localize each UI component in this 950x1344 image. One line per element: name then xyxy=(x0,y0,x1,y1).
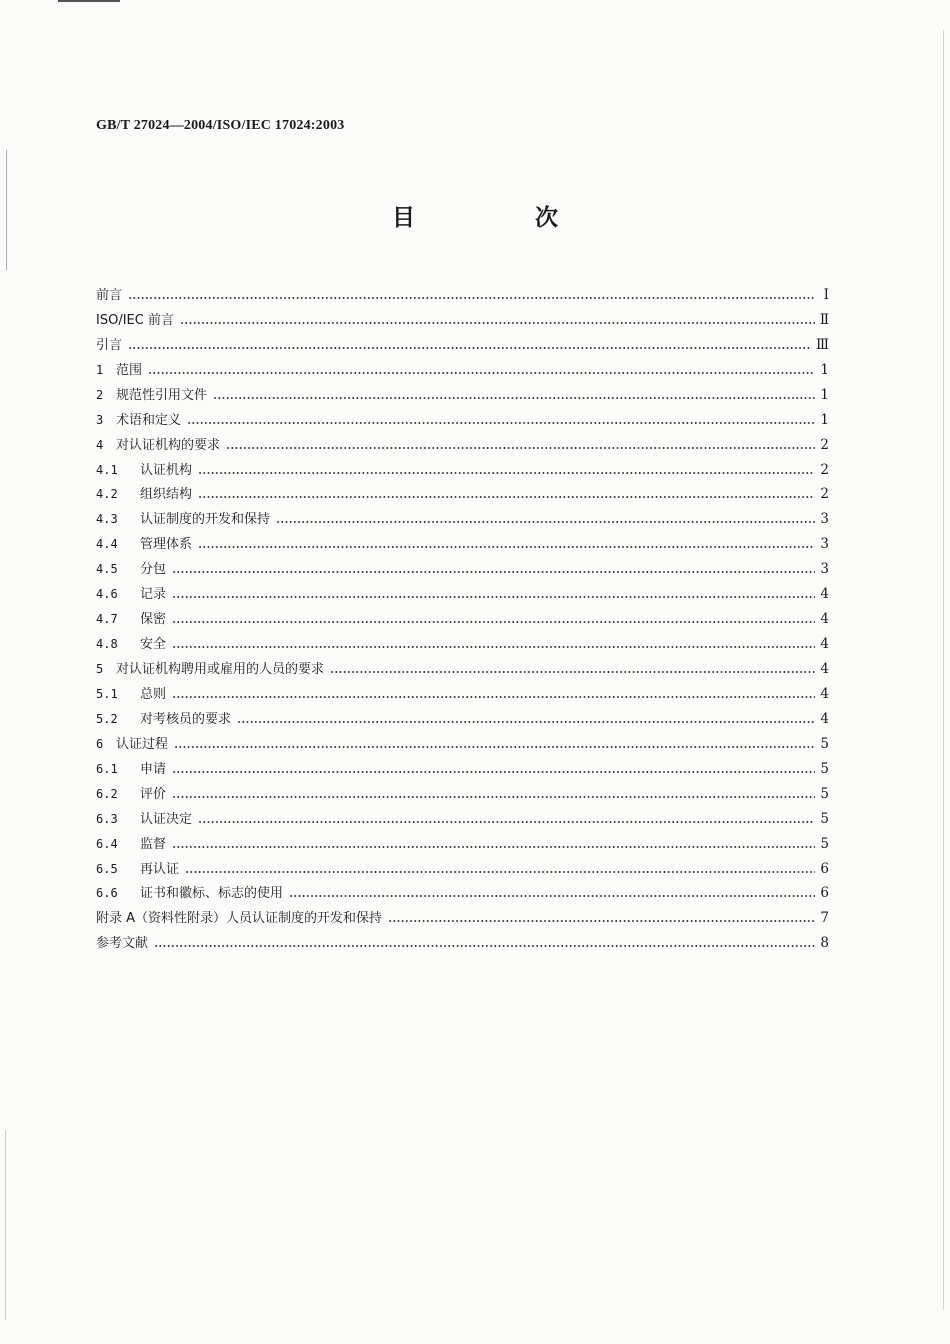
toc-entry-page: Ⅰ xyxy=(823,286,829,303)
toc-entry-label xyxy=(96,783,166,802)
toc-entry-number: 1 xyxy=(96,362,104,377)
toc-entry-page: 3 xyxy=(820,536,829,553)
toc-entry-title: 认证机构 xyxy=(140,462,193,478)
toc-entry[interactable] xyxy=(96,752,829,777)
toc-entry-label xyxy=(96,882,283,901)
toc-entry-title: 术语和定义 xyxy=(116,412,182,428)
toc-entry[interactable] xyxy=(96,403,829,428)
dot-leader xyxy=(226,447,815,449)
dot-leader xyxy=(128,297,815,299)
toc-entry-title: ISO/IEC 前言 xyxy=(96,312,174,328)
toc-entry[interactable] xyxy=(96,877,829,902)
toc-entry-number: 6.6 xyxy=(96,886,118,901)
toc-entry-page: 5 xyxy=(820,735,829,752)
dot-leader xyxy=(198,496,815,498)
toc-entry-number: 5.2 xyxy=(96,711,118,726)
toc-entry-number: 4.2 xyxy=(96,487,118,502)
dot-leader xyxy=(180,322,815,324)
toc-entry[interactable] xyxy=(96,802,829,827)
toc-entry-label xyxy=(96,858,179,877)
toc-entry-title: 再认证 xyxy=(140,861,180,877)
toc-entry-page: 6 xyxy=(820,860,829,877)
toc-entry-label xyxy=(96,409,181,428)
toc-entry-page: 4 xyxy=(820,586,829,603)
toc-entry-number: 4.5 xyxy=(96,562,118,577)
toc-entry-number: 4.4 xyxy=(96,537,118,552)
toc-entry-number: 6.5 xyxy=(96,861,118,876)
toc-entry-page: 3 xyxy=(820,561,829,578)
toc-entry[interactable] xyxy=(96,901,829,926)
dot-leader xyxy=(172,621,815,623)
toc-entry[interactable] xyxy=(96,478,829,503)
toc-entry-label xyxy=(96,932,148,951)
dot-leader xyxy=(213,397,815,399)
toc-entry-number: 6.2 xyxy=(96,786,118,801)
dot-leader xyxy=(187,422,815,424)
scan-artifact-top xyxy=(58,0,120,2)
toc-entry-title: 对考核员的要求 xyxy=(140,711,232,727)
toc-entry-number: 4 xyxy=(96,437,104,452)
toc-entry-number: 4.3 xyxy=(96,512,118,527)
toc-entry[interactable] xyxy=(96,303,829,328)
toc-entry-number: 4.6 xyxy=(96,587,118,602)
toc-entry[interactable] xyxy=(96,827,829,852)
toc-entry-title: 认证制度的开发和保持 xyxy=(140,512,271,528)
dot-leader xyxy=(172,696,815,698)
dot-leader xyxy=(172,796,815,798)
dot-leader xyxy=(237,721,815,723)
toc-entry-label xyxy=(96,434,220,453)
toc-entry[interactable] xyxy=(96,602,829,627)
toc-entry[interactable] xyxy=(96,577,829,602)
dot-leader xyxy=(198,546,815,548)
standard-identifier: GB/T 27024—2004/ISO/IEC 17024:2003 xyxy=(96,118,345,133)
dot-leader xyxy=(330,671,815,673)
toc-entry-page: 7 xyxy=(820,910,829,927)
toc-entry-label xyxy=(96,608,166,627)
toc-entry-title: 评价 xyxy=(140,786,167,802)
toc-entry-title: 证书和徽标、标志的使用 xyxy=(140,886,284,902)
toc-entry-title: 安全 xyxy=(140,637,167,653)
toc-entry[interactable] xyxy=(96,727,829,752)
toc-entry-label xyxy=(96,633,166,652)
toc-entry[interactable] xyxy=(96,378,829,403)
toc-entry-label xyxy=(96,733,168,752)
toc-entry[interactable] xyxy=(96,677,829,702)
toc-entry[interactable] xyxy=(96,627,829,652)
toc-entry[interactable] xyxy=(96,702,829,727)
toc-title: 目 次 xyxy=(391,205,614,231)
dot-leader xyxy=(172,571,815,573)
toc-entry-title: 监督 xyxy=(140,836,167,852)
toc-entry-page: 2 xyxy=(820,436,829,453)
toc-entry-page: 2 xyxy=(820,486,829,503)
dot-leader xyxy=(185,871,815,873)
toc-entry-title: 组织结构 xyxy=(140,487,193,503)
toc-entry-label xyxy=(96,658,324,677)
toc-entry-label xyxy=(96,558,166,577)
toc-entry-number: 4.8 xyxy=(96,637,118,652)
toc-entry-title: 总则 xyxy=(140,686,167,702)
toc-entry-label xyxy=(96,508,270,527)
toc-entry-title: 认证决定 xyxy=(140,811,193,827)
toc-entry-title: 范围 xyxy=(116,362,143,378)
toc-entry-label xyxy=(96,359,142,378)
toc-entry-title: 保密 xyxy=(140,612,167,628)
toc-entry-label xyxy=(96,683,166,702)
toc-entry-page: 5 xyxy=(820,810,829,827)
toc-entry-title: 管理体系 xyxy=(140,537,193,553)
toc-entry-number: 5 xyxy=(96,662,104,676)
toc-entry-page: 4 xyxy=(820,661,829,677)
dot-leader xyxy=(148,372,815,374)
toc-entry-label xyxy=(96,384,207,403)
dot-leader xyxy=(172,771,815,773)
toc-entry[interactable] xyxy=(96,278,829,303)
toc-entry-page: Ⅱ xyxy=(819,311,829,328)
toc-entry-number: 2 xyxy=(96,387,104,402)
dot-leader xyxy=(388,920,815,922)
toc-entry-label xyxy=(96,334,122,353)
toc-entry-number: 6.3 xyxy=(96,811,118,826)
dot-leader xyxy=(276,521,815,523)
toc-entry-page: 1 xyxy=(820,386,829,403)
dot-leader xyxy=(172,646,815,648)
toc-entry[interactable] xyxy=(96,777,829,802)
toc-entry-title: 申请 xyxy=(140,761,167,777)
toc-entry-page: Ⅲ xyxy=(815,336,829,353)
toc-entry-label xyxy=(96,483,192,502)
toc-entry[interactable] xyxy=(96,328,829,353)
toc-entry-page: 5 xyxy=(820,835,829,852)
toc-entry-page: 4 xyxy=(820,685,829,702)
toc-entry[interactable] xyxy=(96,453,829,478)
toc-entry-number: 3 xyxy=(96,412,104,427)
toc-entry-number: 4.7 xyxy=(96,612,118,627)
toc-entry-number: 5.1 xyxy=(96,686,118,701)
toc-entry-title: 对认证机构的要求 xyxy=(116,437,221,453)
dot-leader xyxy=(198,821,815,823)
toc-entry-label xyxy=(96,459,192,478)
dot-leader xyxy=(172,596,815,598)
toc-entry-number: 4.1 xyxy=(96,462,118,477)
toc-entry-label xyxy=(96,758,166,777)
toc-entry-page: 1 xyxy=(820,411,829,428)
toc-entry-title: 规范性引用文件 xyxy=(116,387,208,403)
toc-entry-title: 前言 xyxy=(96,287,123,303)
toc-entry-number: 6 xyxy=(96,736,104,751)
toc-entry-title: 参考文献 xyxy=(96,936,149,952)
toc-entry-page: 4 xyxy=(820,710,829,727)
scan-artifact-left-lower xyxy=(5,1130,6,1320)
toc-entry-page: 4 xyxy=(820,636,829,653)
toc-entry-title: 对认证机构聘用或雇用的人员的要求 xyxy=(116,662,325,677)
toc-entry-label xyxy=(96,833,166,852)
toc-entry-page: 5 xyxy=(820,785,829,802)
toc-entry-title: 分包 xyxy=(140,562,167,578)
toc-entry[interactable] xyxy=(96,353,829,378)
toc-entry-page: 2 xyxy=(820,461,829,478)
toc-entry[interactable] xyxy=(96,527,829,552)
dot-leader xyxy=(174,746,815,748)
toc-entry-page: 3 xyxy=(820,511,829,528)
dot-leader xyxy=(128,347,812,349)
toc-entry-page: 6 xyxy=(820,885,829,902)
toc-entry-label xyxy=(96,533,192,552)
toc-entry[interactable] xyxy=(96,926,829,951)
toc-entry-page: 5 xyxy=(820,760,829,777)
dot-leader xyxy=(172,846,815,848)
toc-entry-label xyxy=(96,284,122,303)
toc-entry-page: 4 xyxy=(820,611,829,628)
dot-leader xyxy=(198,472,815,474)
toc-entry-label xyxy=(96,808,192,827)
table-of-contents xyxy=(96,278,829,951)
toc-entry-title: 认证过程 xyxy=(116,736,169,752)
toc-entry[interactable] xyxy=(96,428,829,453)
toc-entry-label xyxy=(96,708,231,727)
dot-leader xyxy=(289,895,815,897)
toc-entry-title: 记录 xyxy=(140,587,167,603)
toc-entry-title: 引言 xyxy=(96,337,123,353)
toc-entry[interactable] xyxy=(96,502,829,527)
toc-entry-label xyxy=(96,583,166,602)
dot-leader xyxy=(154,945,815,947)
toc-entry-title: 附录 A（资料性附录）人员认证制度的开发和保持 xyxy=(96,911,383,927)
toc-entry[interactable] xyxy=(96,652,829,677)
toc-entry[interactable] xyxy=(96,552,829,577)
toc-entry-page: 1 xyxy=(820,361,829,378)
toc-entry-label xyxy=(96,309,174,328)
toc-entry-number: 6.4 xyxy=(96,836,118,851)
toc-entry-page: 8 xyxy=(820,935,829,952)
toc-entry-label xyxy=(96,907,382,926)
toc-entry[interactable] xyxy=(96,852,829,877)
toc-entry-number: 6.1 xyxy=(96,761,118,776)
